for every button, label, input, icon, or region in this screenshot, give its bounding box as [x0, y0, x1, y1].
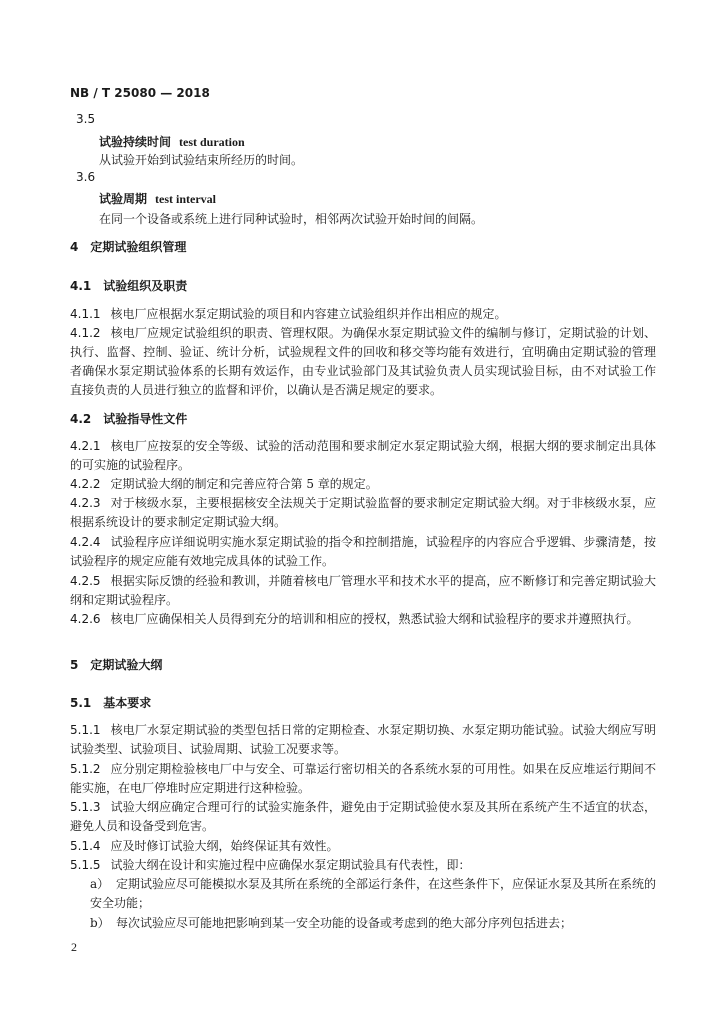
clause-paragraph [70, 837, 656, 856]
term-title [99, 133, 245, 150]
clause-number: 4.2.5 [70, 574, 101, 588]
clause-number: 4.2.3 [70, 496, 101, 510]
standard-code-header: NB / T 25080 — 2018 [70, 86, 210, 100]
clause-paragraph [70, 494, 656, 532]
clause-paragraph [70, 324, 656, 400]
list-item [90, 875, 656, 913]
term-number: 3.5 [76, 112, 96, 126]
clause-paragraph [70, 856, 656, 875]
term-number: 3.6 [76, 170, 96, 184]
list-item [90, 914, 656, 933]
clause-text: 核电厂应按泵的安全等级、试验的活动范围和要求制定水泵定期试验大纲，根据大纲的要求制定出具体的可实施的试验程序。 [70, 439, 656, 472]
clause-text: 定期试验大纲的制定和完善应符合第 5 章的规定。 [110, 477, 378, 491]
clause-number: 5.1.3 [70, 800, 101, 814]
list-marker: a） [90, 877, 110, 891]
section-heading: 4 定期试验组织管理 [70, 240, 187, 254]
list-marker: b） [90, 916, 110, 930]
term-title [99, 190, 216, 207]
clause-number: 4.2.2 [70, 477, 101, 491]
subsection-heading: 4.2 试验指导性文件 [70, 412, 188, 426]
clause-number: 4.2.4 [70, 535, 101, 549]
term-zh: 试验周期 [99, 192, 148, 206]
clause-text: 试验大纲在设计和实施过程中应确保水泵定期试验具有代表性，即： [110, 858, 471, 872]
clause-paragraph [70, 572, 656, 610]
list-item-text: 定期试验应尽可能模拟水泵及其所在系统的全部运行条件，在这些条件下，应保证水泵及其所在系统的安全功能； [90, 877, 657, 910]
clause-paragraph [70, 610, 656, 629]
clause-paragraph [70, 798, 656, 836]
clause-number: 4.2.6 [70, 612, 101, 626]
term-definition: 在同一个设备或系统上进行同种试验时，相邻两次试验开始时间的间隔。 [99, 212, 484, 226]
clause-text: 试验程序应详细说明实施水泵定期试验的指令和控制措施，试验程序的内容应合乎逻辑、步骤清楚，按试验程序的规定应能有效地完成具体的试验工作。 [70, 535, 656, 568]
clause-text: 试验大纲应确定合理可行的试验实施条件，避免由于定期试验使水泵及其所在系统产生不适宜的状态，避免人员和设备受到危害。 [70, 800, 656, 833]
clause-number: 5.1.1 [70, 723, 101, 737]
clause-text: 核电厂应规定试验组织的职责、管理权限。为确保水泵定期试验文件的编制与修订，定期试验的计划、执行、监督、控制、验证、统计分析，试验规程文件的回收和移交等均能有效进行，宜明确由定期试验的管理者确保水泵定期试验体系的长期有效运作，由专业试验部门及其试验负责人员实现试验目标，由不对试验工作直接负责的人员进行独立的监督和评价，以确认是否满足规定的要求。 [70, 326, 656, 397]
clause-paragraph [70, 475, 656, 494]
clause-paragraph [70, 721, 656, 759]
clause-paragraph [70, 760, 656, 798]
clause-number: 5.1.2 [70, 762, 101, 776]
clause-text: 根据实际反馈的经验和教训，并随着核电厂管理水平和技术水平的提高，应不断修订和完善定期试验大纲和定期试验程序。 [70, 574, 656, 607]
clause-text: 对于核级水泵，主要根据核安全法规关于定期试验监督的要求制定定期试验大纲。对于非核级水泵，应根据系统设计的要求制定定期试验大纲。 [70, 496, 656, 529]
page-number: 2 [71, 940, 77, 954]
list-item-text: 每次试验应尽可能地把影响到某一安全功能的设备或考虑到的绝大部分序列包括进去； [116, 916, 573, 930]
term-zh: 试验持续时间 [99, 135, 172, 149]
subsection-heading: 5.1 基本要求 [70, 696, 152, 710]
clause-number: 5.1.4 [70, 839, 101, 853]
term-definition: 从试验开始到试验结束所经历的时间。 [99, 153, 304, 167]
clause-text: 应及时修订试验大纲，始终保证其有效性。 [110, 839, 339, 853]
clause-number: 4.1.2 [70, 326, 101, 340]
clause-text: 核电厂水泵定期试验的类型包括日常的定期检查、水泵定期切换、水泵定期功能试验。试验大纲应写明试验类型、试验项目、试验周期、试验工况要求等。 [70, 723, 656, 756]
clause-number: 5.1.5 [70, 858, 101, 872]
clause-paragraph [70, 305, 656, 324]
clause-text: 核电厂应确保相关人员得到充分的培训和相应的授权，熟悉试验大纲和试验程序的要求并遵照执行。 [110, 612, 639, 626]
subsection-heading: 4.1 试验组织及职责 [70, 279, 188, 293]
clause-paragraph [70, 533, 656, 571]
term-en: test duration [179, 135, 245, 149]
clause-text: 核电厂应根据水泵定期试验的项目和内容建立试验组织并作出相应的规定。 [110, 307, 507, 321]
clause-text: 应分别定期检验核电厂中与安全、可靠运行密切相关的各系统水泵的可用性。如果在反应堆运行期间不能实施，在电厂停堆时应定期进行这种检验。 [70, 762, 656, 795]
clause-paragraph [70, 437, 656, 475]
clause-number: 4.1.1 [70, 307, 101, 321]
term-en: test interval [155, 192, 216, 206]
section-heading: 5 定期试验大纲 [70, 658, 163, 672]
clause-number: 4.2.1 [70, 439, 101, 453]
